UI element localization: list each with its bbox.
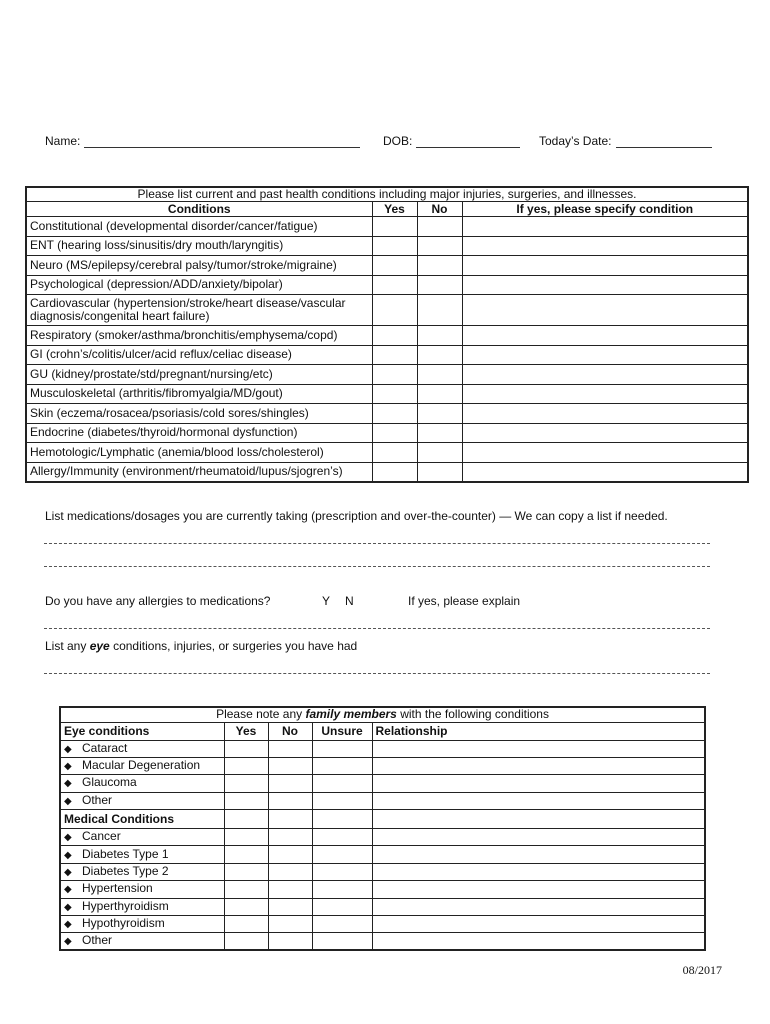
- family-condition-cell: [60, 740, 224, 757]
- table-row: [26, 384, 748, 404]
- yes-cell[interactable]: [372, 275, 417, 295]
- yes-cell[interactable]: [372, 384, 417, 404]
- family-no-cell[interactable]: [268, 829, 312, 846]
- family-unsure-cell[interactable]: [312, 916, 372, 933]
- family-caption-before: Please note any: [216, 707, 303, 722]
- family-no-cell[interactable]: [268, 863, 312, 880]
- condition-label: Musculoskeletal (arthritis/fibromyalgia/MD/gout): [26, 384, 372, 404]
- bullet-diamond-icon: ◆: [64, 936, 72, 948]
- table-row: [60, 916, 705, 933]
- name-field[interactable]: [45, 134, 360, 148]
- allergies-line[interactable]: [44, 628, 710, 629]
- family-caption-after: with the following conditions: [400, 707, 549, 722]
- specify-header: If yes, please specify condition: [462, 202, 748, 217]
- family-history-table: [59, 706, 706, 951]
- today-date-field[interactable]: [539, 134, 712, 148]
- family-condition-cell: [60, 898, 224, 915]
- specify-cell[interactable]: [462, 326, 748, 346]
- yes-cell[interactable]: [372, 326, 417, 346]
- yes-cell[interactable]: [372, 236, 417, 256]
- condition-label: Skin (eczema/rosacea/psoriasis/cold sores/shingles): [26, 404, 372, 424]
- bullet-diamond-icon: ◆: [64, 743, 72, 755]
- table-row: [26, 275, 748, 295]
- family-condition-cell: [60, 846, 224, 863]
- family-condition-cell: [60, 829, 224, 846]
- table-row: [60, 829, 705, 846]
- family-condition-label: Hypothyroidism: [82, 916, 165, 931]
- specify-cell[interactable]: [462, 236, 748, 256]
- yes-cell[interactable]: [372, 365, 417, 385]
- table-row: [60, 775, 705, 792]
- family-no-cell[interactable]: [268, 846, 312, 863]
- allergies-yes-option[interactable]: Y: [322, 594, 331, 608]
- table-row: [26, 423, 748, 443]
- condition-label: Endocrine (diabetes/thyroid/hormonal dysfunction): [26, 423, 372, 443]
- family-yes-cell[interactable]: [224, 775, 268, 792]
- medications-line-2[interactable]: [44, 566, 710, 567]
- bullet-diamond-icon: ◆: [64, 778, 72, 790]
- family-yes-cell[interactable]: [224, 792, 268, 809]
- family-yes-cell[interactable]: [224, 757, 268, 774]
- relationship-cell[interactable]: [372, 829, 705, 846]
- family-no-cell[interactable]: [268, 881, 312, 898]
- no-header: No: [417, 202, 462, 217]
- medical-header-no-cell: [268, 810, 312, 829]
- yes-header: Yes: [372, 202, 417, 217]
- table-row: [26, 462, 748, 482]
- name-label: Name:: [45, 134, 81, 148]
- relationship-cell[interactable]: [372, 916, 705, 933]
- allergies-explain-label: If yes, please explain: [408, 594, 521, 608]
- table-row: [26, 326, 748, 346]
- family-yes-header: Yes: [224, 722, 268, 740]
- family-condition-label: Other: [82, 933, 113, 948]
- medical-conditions-header: Medical Conditions: [60, 810, 224, 829]
- dob-field[interactable]: [383, 134, 520, 148]
- medical-header-unsure-cell: [312, 810, 372, 829]
- bullet-diamond-icon: ◆: [64, 832, 72, 844]
- yes-cell[interactable]: [372, 217, 417, 237]
- conditions-caption: Please list current and past health conditions including major injuries, surgeries, and illnesses.: [26, 187, 748, 202]
- table-row: [60, 881, 705, 898]
- medical-header-yes-cell: [224, 810, 268, 829]
- no-cell[interactable]: [417, 423, 462, 443]
- family-yes-cell[interactable]: [224, 898, 268, 915]
- no-cell[interactable]: [417, 256, 462, 276]
- table-row: [26, 295, 748, 326]
- family-condition-cell: [60, 881, 224, 898]
- dob-line[interactable]: [416, 137, 520, 148]
- name-line[interactable]: [84, 137, 360, 148]
- family-condition-cell: [60, 916, 224, 933]
- family-yes-cell[interactable]: [224, 829, 268, 846]
- condition-label: Allergy/Immunity (environment/rheumatoid/lupus/sjogren’s): [26, 462, 372, 482]
- relationship-cell[interactable]: [372, 775, 705, 792]
- family-unsure-cell[interactable]: [312, 863, 372, 880]
- eye-prompt-after: conditions, injuries, or surgeries you have had: [113, 639, 358, 653]
- family-no-cell[interactable]: [268, 740, 312, 757]
- table-row: [60, 898, 705, 915]
- family-condition-cell: [60, 933, 224, 950]
- condition-label: Respiratory (smoker/asthma/bronchitis/emphysema/copd): [26, 326, 372, 346]
- family-unsure-cell[interactable]: [312, 775, 372, 792]
- family-yes-cell[interactable]: [224, 846, 268, 863]
- specify-cell[interactable]: [462, 384, 748, 404]
- condition-label: Cardiovascular (hypertension/stroke/heart disease/vascular diagnosis/congenital heart failure): [26, 295, 372, 326]
- table-row: [26, 365, 748, 385]
- yes-cell[interactable]: [372, 295, 417, 326]
- today-date-label: Today’s Date:: [539, 134, 612, 148]
- family-condition-label: Cataract: [82, 740, 128, 755]
- specify-cell[interactable]: [462, 462, 748, 482]
- relationship-cell[interactable]: [372, 933, 705, 950]
- yes-cell[interactable]: [372, 443, 417, 463]
- family-condition-label: Glaucoma: [82, 775, 137, 790]
- bullet-diamond-icon: ◆: [64, 884, 72, 896]
- family-condition-label: Other: [82, 792, 113, 807]
- specify-cell[interactable]: [462, 217, 748, 237]
- yes-cell[interactable]: [372, 345, 417, 365]
- family-no-cell[interactable]: [268, 792, 312, 809]
- relationship-cell[interactable]: [372, 792, 705, 809]
- bullet-diamond-icon: ◆: [64, 901, 72, 913]
- family-unsure-cell[interactable]: [312, 792, 372, 809]
- table-row: [60, 740, 705, 757]
- eye-prompt-emph: eye: [89, 639, 110, 653]
- no-cell[interactable]: [417, 365, 462, 385]
- specify-cell[interactable]: [462, 423, 748, 443]
- bullet-diamond-icon: ◆: [64, 795, 72, 807]
- no-cell[interactable]: [417, 217, 462, 237]
- relationship-cell[interactable]: [372, 846, 705, 863]
- condition-label: GI (crohn’s/colitis/ulcer/acid reflux/celiac disease): [26, 345, 372, 365]
- family-yes-cell[interactable]: [224, 881, 268, 898]
- family-no-cell[interactable]: [268, 775, 312, 792]
- condition-label: Psychological (depression/ADD/anxiety/bipolar): [26, 275, 372, 295]
- no-cell[interactable]: [417, 275, 462, 295]
- condition-label: GU (kidney/prostate/std/pregnant/nursing/etc): [26, 365, 372, 385]
- specify-cell[interactable]: [462, 345, 748, 365]
- family-yes-cell[interactable]: [224, 740, 268, 757]
- family-caption-emph: family members: [305, 707, 397, 722]
- eye-prompt: [45, 639, 357, 653]
- family-yes-cell[interactable]: [224, 916, 268, 933]
- relationship-cell[interactable]: [372, 757, 705, 774]
- specify-cell[interactable]: [462, 365, 748, 385]
- eye-prompt-before: List any: [45, 639, 87, 653]
- no-cell[interactable]: [417, 462, 462, 482]
- family-unsure-cell[interactable]: [312, 829, 372, 846]
- table-row: [60, 933, 705, 950]
- table-row: [26, 256, 748, 276]
- eye-conditions-header: Eye conditions: [60, 722, 224, 740]
- family-condition-cell: [60, 757, 224, 774]
- family-no-cell[interactable]: [268, 898, 312, 915]
- family-unsure-cell[interactable]: [312, 740, 372, 757]
- family-unsure-cell[interactable]: [312, 846, 372, 863]
- table-row: [26, 443, 748, 463]
- family-condition-cell: [60, 775, 224, 792]
- medical-header-relationship-cell: [372, 810, 705, 829]
- conditions-header: Conditions: [26, 202, 372, 217]
- family-no-cell[interactable]: [268, 757, 312, 774]
- family-unsure-header: Unsure: [312, 722, 372, 740]
- family-condition-label: Hyperthyroidism: [82, 898, 169, 913]
- family-condition-label: Hypertension: [82, 881, 153, 896]
- yes-cell[interactable]: [372, 462, 417, 482]
- family-no-header: No: [268, 722, 312, 740]
- today-date-line[interactable]: [616, 137, 712, 148]
- family-no-cell[interactable]: [268, 933, 312, 950]
- specify-cell[interactable]: [462, 404, 748, 424]
- family-unsure-cell[interactable]: [312, 881, 372, 898]
- allergies-question: Do you have any allergies to medications?: [45, 594, 271, 608]
- bullet-diamond-icon: ◆: [64, 919, 72, 931]
- table-row: [60, 863, 705, 880]
- table-row: [60, 846, 705, 863]
- family-no-cell[interactable]: [268, 916, 312, 933]
- no-cell[interactable]: [417, 326, 462, 346]
- allergies-no-option[interactable]: N: [345, 594, 354, 608]
- bullet-diamond-icon: ◆: [64, 867, 72, 879]
- specify-cell[interactable]: [462, 256, 748, 276]
- family-caption: [60, 707, 705, 722]
- relationship-cell[interactable]: [372, 740, 705, 757]
- condition-label: ENT (hearing loss/sinusitis/dry mouth/laryngitis): [26, 236, 372, 256]
- no-cell[interactable]: [417, 384, 462, 404]
- yes-cell[interactable]: [372, 423, 417, 443]
- family-condition-label: Diabetes Type 1: [82, 846, 169, 861]
- form-date: 08/2017: [682, 963, 722, 977]
- no-cell[interactable]: [417, 404, 462, 424]
- dob-label: DOB:: [383, 134, 413, 148]
- table-row: [26, 236, 748, 256]
- specify-cell[interactable]: [462, 275, 748, 295]
- relationship-header: Relationship: [372, 722, 705, 740]
- specify-cell[interactable]: [462, 295, 748, 326]
- no-cell[interactable]: [417, 443, 462, 463]
- medications-prompt: List medications/dosages you are currently taking (prescription and over-the-counter) — We can copy a list if needed.: [45, 509, 668, 523]
- relationship-cell[interactable]: [372, 863, 705, 880]
- family-condition-label: Cancer: [82, 829, 121, 844]
- condition-label: Neuro (MS/epilepsy/cerebral palsy/tumor/stroke/migraine): [26, 256, 372, 276]
- medications-line-1[interactable]: [44, 543, 710, 544]
- family-unsure-cell[interactable]: [312, 757, 372, 774]
- family-unsure-cell[interactable]: [312, 933, 372, 950]
- family-condition-cell: [60, 863, 224, 880]
- family-condition-label: Diabetes Type 2: [82, 864, 169, 879]
- relationship-cell[interactable]: [372, 881, 705, 898]
- no-cell[interactable]: [417, 345, 462, 365]
- table-row: [26, 217, 748, 237]
- family-yes-cell[interactable]: [224, 933, 268, 950]
- no-cell[interactable]: [417, 295, 462, 326]
- condition-label: Hemotologic/Lymphatic (anemia/blood loss/cholesterol): [26, 443, 372, 463]
- family-condition-cell: [60, 792, 224, 809]
- family-unsure-cell[interactable]: [312, 898, 372, 915]
- bullet-diamond-icon: ◆: [64, 761, 72, 773]
- table-row: [26, 404, 748, 424]
- bullet-diamond-icon: ◆: [64, 849, 72, 861]
- specify-cell[interactable]: [462, 443, 748, 463]
- family-condition-label: Macular Degeneration: [82, 758, 201, 773]
- relationship-cell[interactable]: [372, 898, 705, 915]
- no-cell[interactable]: [417, 236, 462, 256]
- table-row: [26, 345, 748, 365]
- health-conditions-table: [25, 186, 749, 483]
- table-row: [60, 757, 705, 774]
- yes-cell[interactable]: [372, 404, 417, 424]
- eye-line[interactable]: [44, 673, 710, 674]
- table-row: [60, 792, 705, 809]
- yes-cell[interactable]: [372, 256, 417, 276]
- family-yes-cell[interactable]: [224, 863, 268, 880]
- condition-label: Constitutional (developmental disorder/cancer/fatigue): [26, 217, 372, 237]
